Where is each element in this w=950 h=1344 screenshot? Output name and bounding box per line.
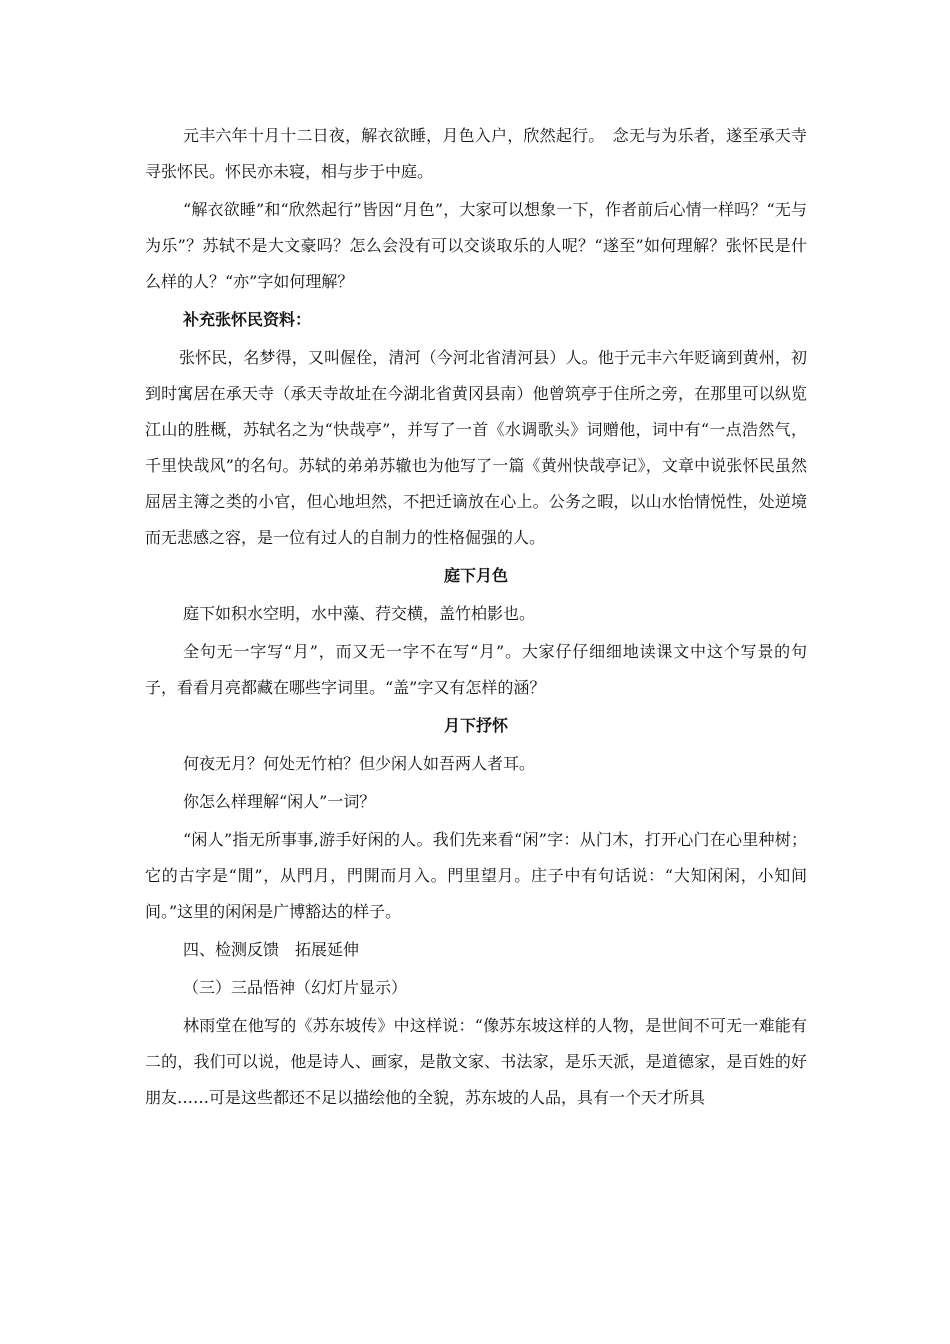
paragraph-xianren-explanation: “闲人”指无所事事,游手好闲的人。我们先来看“闲”字：从门木，打开心门在心里种树；它的古字是“閒”，从門月，門開而月入。門里望月。庄子中有句话说：“大知闲闲，小知间间。”这里的闲闲是广博豁达的样子。	[145, 830, 807, 921]
paragraph-original-text-3: 何夜无月？何处无竹柏？但少闲人如吾两人者耳。	[183, 754, 536, 773]
document-page	[145, 118, 807, 1118]
paragraph-questions-2: 全句无一字写“月”，而又无一字不在写“月”。大家仔仔细细地读课文中这个写景的句子，看看月亮都藏在哪些字词里。“盖”字又有怎样的涵？	[145, 642, 807, 697]
section-heading-yuexia-shuhuai: 月下抒怀	[443, 716, 508, 735]
paragraph-question-xianren: 你怎么样理解“闲人”一词？	[183, 792, 376, 811]
section-heading-tingxia-yuese: 庭下月色	[443, 566, 508, 585]
section-four-title: 四、检测反馈 拓展延伸	[183, 940, 360, 959]
paragraph-lin-yutang-quote: 林雨堂在他写的《苏东坡传》中这样说：“像苏东坡这样的人物，是世间不可无一难能有二的，我们可以说，他是诗人、画家，是散文家、书法家，是乐天派，是道德家，是百姓的好朋友……可是这些都还不足以描绘他的全貌，苏东坡的人品，具有一个天才所具	[145, 1016, 807, 1107]
paragraph-zhang-huaimin-bio: 张怀民，名梦得，又叫偓佺，清河（今河北省清河县）人。他于元丰六年贬谪到黄州，初到时寓居在承天寺（承天寺故址在今湖北省黄冈县南）他曾筑亭于住所之旁，在那里可以纵览江山的胜概，苏轼名之为“快哉亭”，并写了一首《水调歌头》词赠他，词中有“一点浩然气，千里快哉风”的名句。苏轼的弟弟苏辙也为他写了一篇《黄州快哉亭记》，文章中说张怀民虽然屈居主簿之类的小官，但心地坦然，不把迁谪放在心上。公务之暇，以山水怡情悦性，处逆境而无悲感之容，是一位有过人的自制力的性格倔强的人。	[145, 348, 807, 547]
paragraph-questions-1: “解衣欲睡”和“欣然起行”皆因“月色”，大家可以想象一下，作者前后心情一样吗？“无与为乐”？苏轼不是大文豪吗？怎么会没有可以交谈取乐的人呢？“遂至”如何理解？张怀民是什么样的人？“亦”字如何理解？	[145, 200, 807, 291]
paragraph-original-text-2: 庭下如积水空明，水中藻、荇交横，盖竹柏影也。	[183, 604, 536, 623]
paragraph-original-text-1: 元丰六年十月十二日夜，解衣欲睡，月色入户，欣然起行。 念无与为乐者，遂至承天寺寻张怀民。怀民亦未寝，相与步于中庭。	[145, 126, 807, 181]
subsection-three-title: （三）三品悟神（幻灯片显示）	[183, 978, 408, 997]
supplement-heading: 补充张怀民资料：	[183, 310, 312, 329]
